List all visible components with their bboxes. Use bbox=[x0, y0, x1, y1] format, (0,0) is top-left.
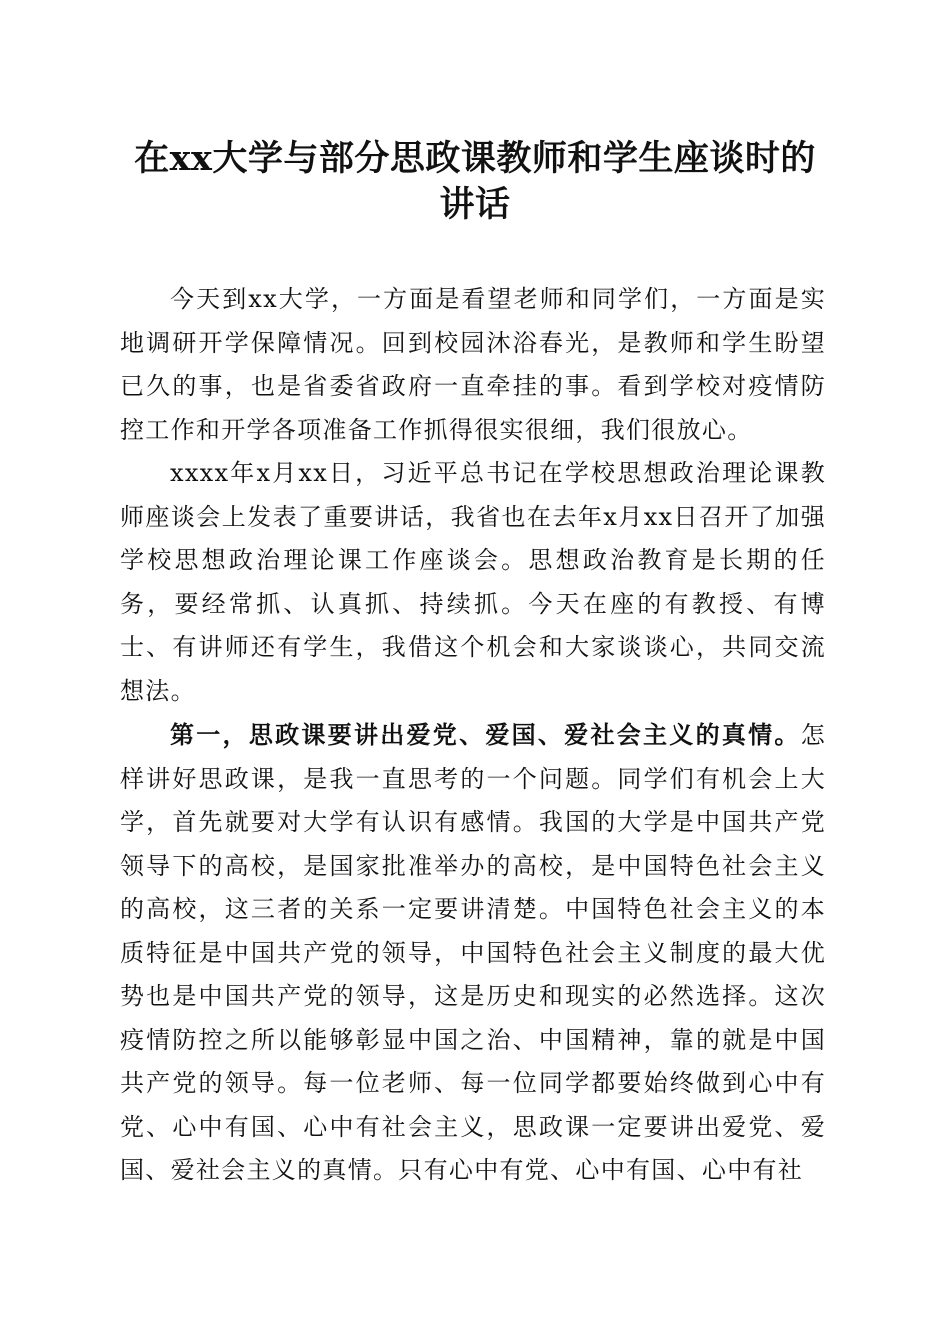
document-title bbox=[100, 136, 850, 228]
paragraph-3 bbox=[120, 713, 826, 1193]
title-line-1: 在xx大学与部分思政课教师和学生座谈时的 bbox=[134, 138, 816, 179]
document-body bbox=[120, 278, 826, 1193]
paragraph-2-text: xxxx年x月xx日，习近平总书记在学校思想政治理论课教师座谈会上发表了重要讲话，我省也在去年x月xx日召开了加强学校思想政治理论课工作座谈会。思想政治教育是长期的任务，要经常抓、认真抓、持续抓。今天在座的有教授、有博士、有讲师还有学生，我借这个机会和大家谈谈心，共同交流想法。 bbox=[120, 459, 826, 705]
paragraph-1 bbox=[120, 278, 826, 452]
title-line-2: 讲话 bbox=[439, 184, 511, 225]
paragraph-3-text: 怎样讲好思政课，是我一直思考的一个问题。同学们有机会上大学，首先就要对大学有认识有感情。我国的大学是中国共产党领导下的高校，是国家批准举办的高校，是中国特色社会主义的高校，这三者的关系一定要讲清楚。中国特色社会主义的本质特征是中国共产党的领导，中国特色社会主义制度的最大优势也是中国共产党的领导，这是历史和现实的必然选择。这次疫情防控之所以能够彰显中国之治、中国精神，靠的就是中国共产党的领导。每一位老师、每一位同学都要始终做到心中有党、心中有国、心中有社会主义，思政课一定要讲出爱党、爱国、爱社会主义的真情。只有心中有党、心中有国、心中有社 bbox=[120, 721, 826, 1184]
paragraph-3-lead: 第一，思政课要讲出爱党、爱国、爱社会主义的真情。 bbox=[170, 720, 801, 749]
paragraph-2 bbox=[120, 452, 826, 713]
paragraph-1-text: 今天到xx大学，一方面是看望老师和同学们，一方面是实地调研开学保障情况。回到校园沐浴春光，是教师和学生盼望已久的事，也是省委省政府一直牵挂的事。看到学校对疫情防控工作和开学各项准备工作抓得很实很细，我们很放心。 bbox=[120, 285, 826, 444]
